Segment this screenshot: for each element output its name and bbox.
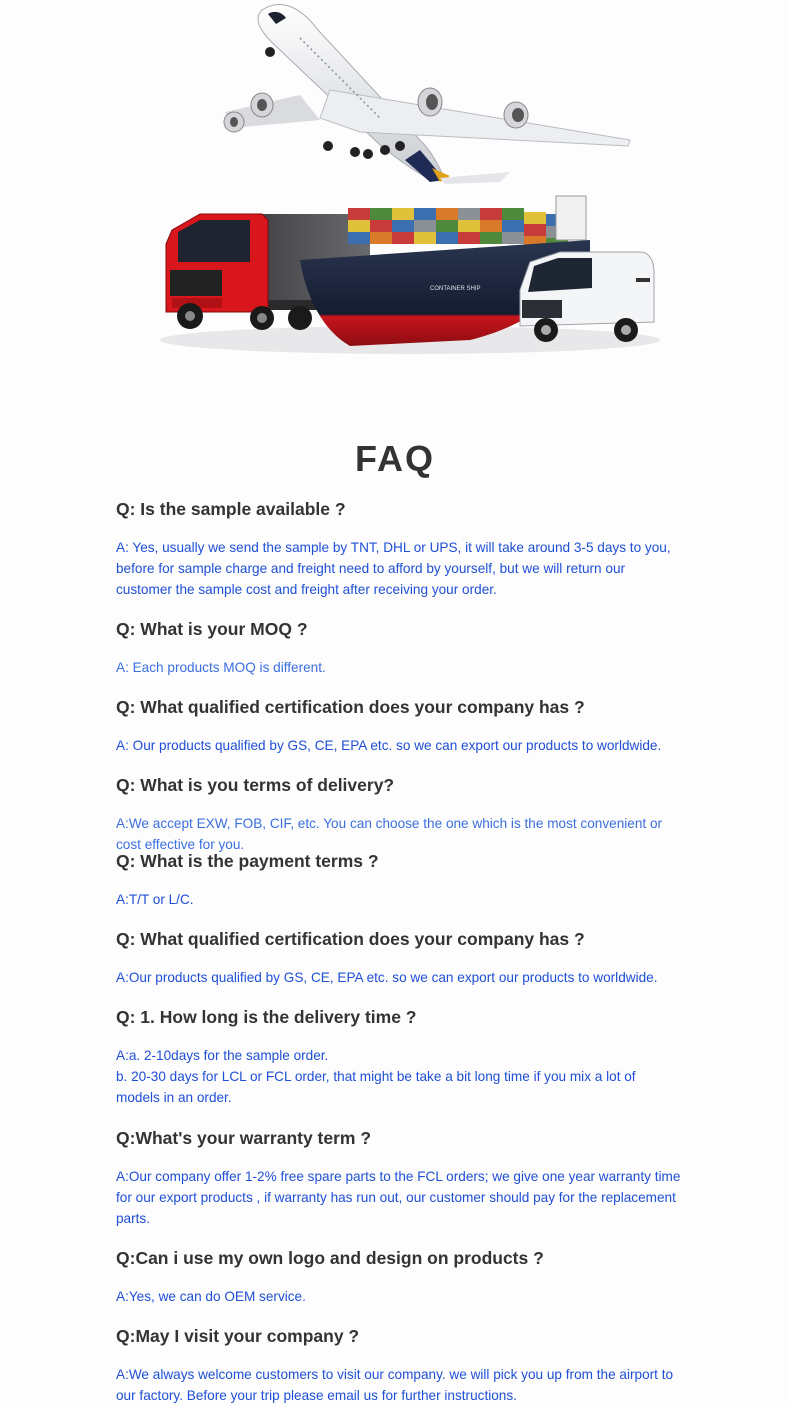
faq-answer [116, 967, 686, 988]
airplane [224, 4, 630, 184]
faq-question: Q: 1. How long is the delivery time ? [116, 1007, 417, 1027]
faq-question: Q:May I visit your company ? [116, 1326, 360, 1346]
faq-item [116, 1247, 686, 1307]
faq-question: Q: What is you terms of delivery? [116, 775, 395, 795]
faq-item [116, 774, 686, 855]
faq-question: Q: Is the sample available ? [116, 499, 346, 519]
logistics-illustration [0, 0, 790, 400]
hero-image [0, 0, 790, 400]
faq-item [116, 928, 686, 988]
faq-answer-line: A: Each products MOQ is different. [116, 660, 326, 675]
containers [348, 208, 568, 250]
faq-answer-line: A:Our company offer 1-2% free spare parts to the FCL orders; we give one year warranty time for our export products , if warranty has run out, our customer should pay for the replacement parts. [116, 1169, 681, 1226]
faq-answer [116, 889, 686, 910]
faq-item [116, 618, 686, 678]
faq-question: Q: What is your MOQ ? [116, 619, 308, 639]
faq-answer-line: A:a. 2-10days for the sample order. [116, 1048, 329, 1063]
faq-answer [116, 813, 686, 855]
faq-answer [116, 1286, 686, 1307]
faq-item [116, 696, 686, 756]
faq-answer-line: A:We accept EXW, FOB, CIF, etc. You can choose the one which is the most convenient or cost effective for you. [116, 816, 663, 852]
faq-answer [116, 537, 686, 600]
van [520, 252, 654, 342]
faq-answer [116, 657, 686, 678]
faq-question: Q: What qualified certification does your company has ? [116, 697, 585, 717]
faq-answer-line: A:Our products qualified by GS, CE, EPA etc. so we can export our products to worldwide. [116, 970, 658, 985]
faq-answer [116, 735, 686, 756]
faq-question: Q: What is the payment terms ? [116, 851, 379, 871]
faq-answer-line: A:Yes, we can do OEM service. [116, 1289, 306, 1304]
page-title: FAQ [354, 438, 435, 479]
faq-answer [116, 1364, 686, 1406]
faq-question: Q: What qualified certification does your company has ? [116, 929, 585, 949]
faq-question: Q:Can i use my own logo and design on products ? [116, 1248, 544, 1268]
faq-answer [116, 1166, 686, 1229]
faq-item [116, 498, 686, 600]
faq-answer [116, 1045, 686, 1108]
faq-answer-line: A: Yes, usually we send the sample by TNT, DHL or UPS, it will take around 3-5 days to you, before for sample charge and freight need to afford by yourself, but we will return our customer the sample cost and freight after receiving your order. [116, 540, 671, 597]
faq-answer-line: A:We always welcome customers to visit our company. we will pick you up from the airport to our factory. Before your trip please email us for further instructions. [116, 1367, 674, 1403]
ship-label: CONTAINER SHIP [430, 286, 481, 292]
faq-question: Q:What's your warranty term ? [116, 1128, 372, 1148]
faq-item [116, 1127, 686, 1229]
faq-item [116, 850, 686, 910]
faq-item [116, 1006, 686, 1108]
faq-item [116, 1325, 686, 1406]
faq-answer-line: A: Our products qualified by GS, CE, EPA etc. so we can export our products to worldwide. [116, 738, 662, 753]
faq-answer-line: A:T/T or L/C. [116, 892, 194, 907]
faq-answer-line: b. 20-30 days for LCL or FCL order, that might be take a bit long time if you mix a lot of models in an order. [116, 1069, 636, 1105]
